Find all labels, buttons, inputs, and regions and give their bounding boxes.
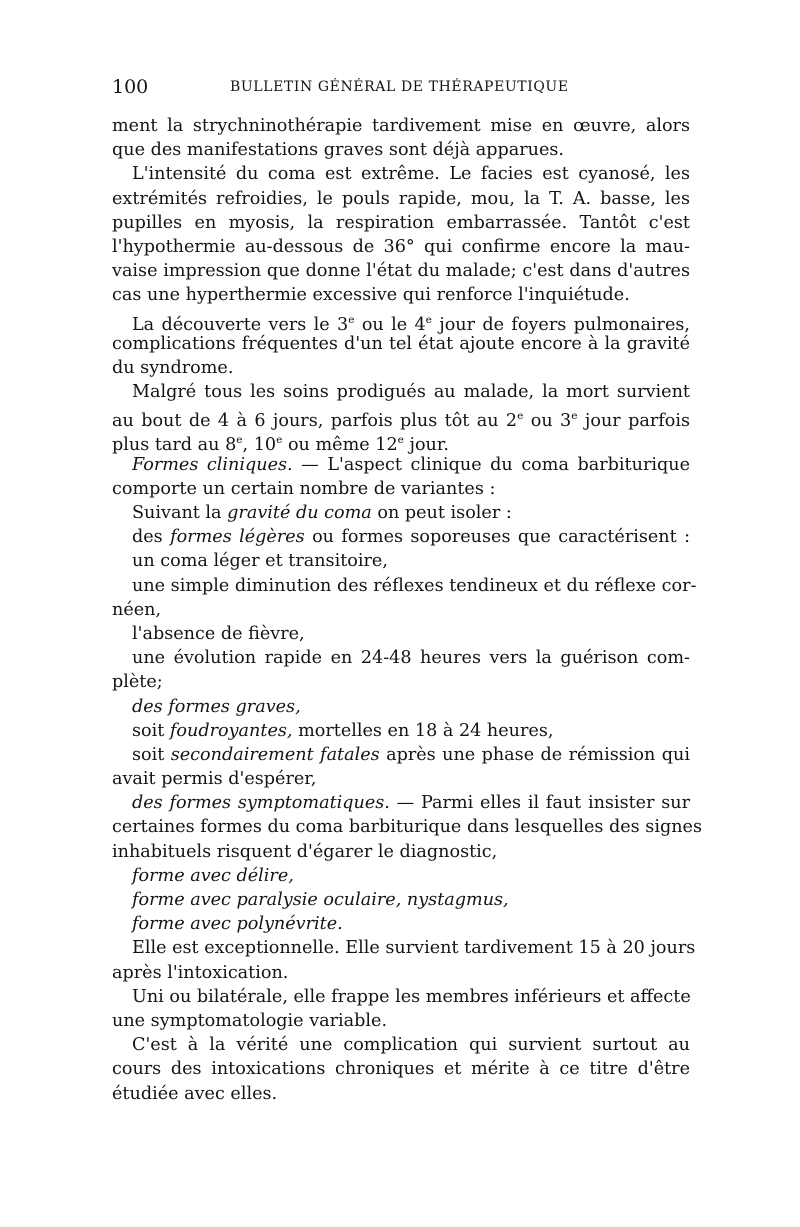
text-line: soit foudroyantes, mortelles en 18 à 24 heures, — [132, 720, 554, 741]
text-line: L'intensité du coma est extrême. Le facies est cyanosé, les — [132, 164, 690, 185]
text-line: des formes symptomatiques. — Parmi elles il faut insister sur — [132, 793, 690, 814]
text-line: Elle est exceptionnelle. Elle survient tardivement 15 à 20 jours — [132, 938, 696, 959]
text-line: au bout de 4 à 6 jours, parfois plus tôt au 2e ou 3e jour parfois — [112, 410, 690, 432]
text-line: plus tard au 8e, 10e ou même 12e jour. — [112, 434, 449, 456]
text-line: inhabituels risquent d'égarer le diagnostic, — [112, 841, 498, 862]
running-title: BULLETIN GÉNÉRAL DE THÉRAPEUTIQUE — [230, 79, 569, 95]
text-line: Formes cliniques. — L'aspect clinique du coma barbiturique — [132, 454, 690, 475]
text-line: La découverte vers le 3e ou le 4e jour de foyers pulmonaires, — [132, 313, 690, 335]
text-line: l'hypothermie au-dessous de 36° qui confirme encore la mau- — [112, 236, 690, 257]
text-line: un coma léger et transitoire, — [132, 551, 388, 572]
text-line: comporte un certain nombre de variantes : — [112, 478, 496, 499]
text-line: une simple diminution des réflexes tendineux et du réflexe cor- — [132, 575, 697, 596]
text-line: extrémités refroidies, le pouls rapide, mou, la T. A. basse, les — [112, 188, 690, 209]
text-line: vaise impression que donne l'état du malade; c'est dans d'autres — [112, 261, 690, 282]
text-line: cas une hyperthermie excessive qui renforce l'inquiétude. — [112, 285, 630, 306]
page-header — [112, 76, 700, 100]
text-line: des formes graves, — [132, 696, 301, 717]
text-line: une évolution rapide en 24-48 heures vers la guérison com- — [132, 648, 690, 669]
text-line: soit secondairement fatales après une phase de rémission qui — [132, 744, 690, 765]
text-line: forme avec délire, — [132, 865, 294, 886]
text-line: ment la strychninothérapie tardivement mise en œuvre, alors — [112, 116, 690, 136]
text-line: forme avec paralysie oculaire, nystagmus, — [132, 890, 509, 910]
text-line: l'absence de fièvre, — [132, 623, 305, 644]
text-line: cours des intoxications chroniques et mérite à ce titre d'être — [112, 1059, 690, 1080]
text-line: plète; — [112, 672, 163, 693]
text-line: Malgré tous les soins prodigués au malade, la mort survient — [132, 382, 690, 403]
text-line: Uni ou bilatérale, elle frappe les membres inférieurs et affecte — [132, 986, 691, 1007]
body-text — [112, 114, 702, 1106]
text-line: étudiée avec elles. — [112, 1083, 278, 1104]
text-line: après l'intoxication. — [112, 962, 289, 983]
text-line: pupilles en myosis, la respiration embarrassée. Tantôt c'est — [112, 212, 690, 233]
page-number: 100 — [112, 76, 149, 98]
text-line: Suivant la gravité du coma on peut isoler : — [132, 503, 512, 523]
text-line: forme avec polynévrite. — [132, 914, 343, 935]
text-line: des formes légères ou formes soporeuses que caractérisent : — [132, 527, 691, 548]
text-line: néen, — [112, 599, 162, 620]
text-line: du syndrome. — [112, 357, 234, 378]
text-line: C'est à la vérité une complication qui survient surtout au — [132, 1035, 690, 1056]
text-line: certaines formes du coma barbiturique dans lesquelles des signes — [112, 817, 702, 838]
text-line: une symptomatologie variable. — [112, 1010, 388, 1031]
text-line: que des manifestations graves sont déjà apparues. — [112, 140, 565, 161]
text-line: complications fréquentes d'un tel état ajoute encore à la gravité — [112, 333, 690, 354]
text-line: avait permis d'espérer, — [112, 769, 317, 790]
